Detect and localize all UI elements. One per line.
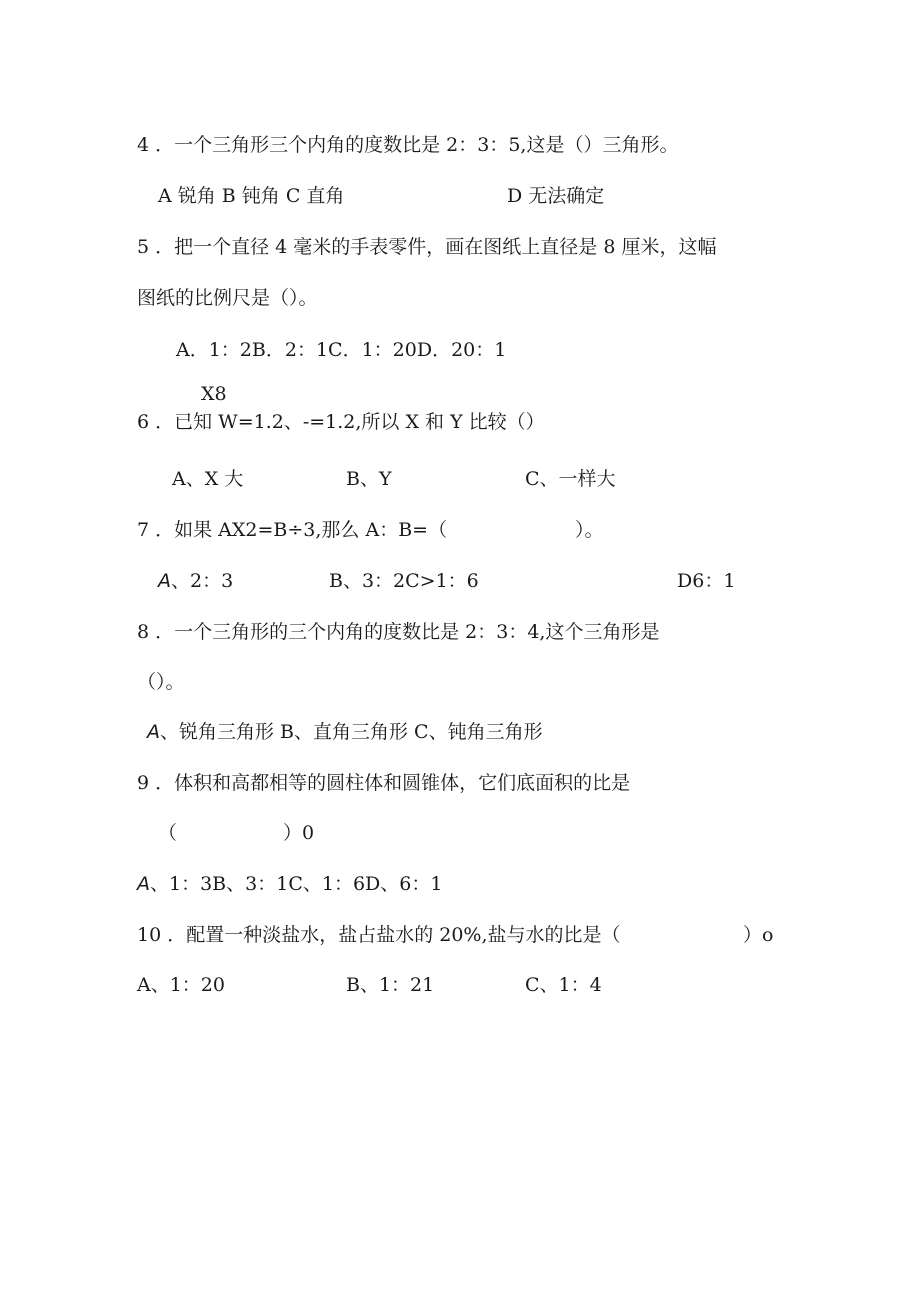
question-5-stem-line1: 5 ．把一个直径 4 毫米的手表零件，画在图纸上直径是 8 厘米，这幅 <box>137 236 717 258</box>
question-6-option-c: C、一样大 <box>525 468 616 490</box>
question-6-option-b: B、Y <box>346 468 392 490</box>
question-10-stem-right: ）o <box>743 924 774 946</box>
option-a-letter: A <box>137 873 150 895</box>
question-9-options <box>137 873 442 895</box>
options-text: 、锐角三角形 B、直角三角形 C、钝角三角形 <box>160 721 543 743</box>
question-8-stem-line1: 8 ．一个三角形的三个内角的度数比是 2：3：4,这个三角形是 <box>137 621 660 643</box>
question-9-blank-open: （ <box>158 822 178 844</box>
question-10-stem-left: 10 ．配置一种淡盐水，盐占盐水的 20%,盐与水的比是（ <box>137 924 621 946</box>
question-7-option-a <box>158 570 233 592</box>
question-10-option-a: A、1：20 <box>137 974 225 996</box>
question-9-blank-close: ）0 <box>283 822 315 844</box>
question-7-options-bc: B、3：2C>1：6 <box>329 570 479 592</box>
option-a-text: 、2：3 <box>171 570 234 592</box>
question-5-stem-line2: 图纸的比例尺是（）。 <box>137 287 318 309</box>
question-7-stem-left: 7 ．如果 AX2=B÷3,那么 A：B=（ <box>137 519 448 541</box>
question-6-stem: 6 ．已知 W=1.2、-=1.2,所以 X 和 Y 比较（） <box>137 411 545 433</box>
question-4-options-abc: A 锐角 B 钝角 C 直角 <box>158 185 345 207</box>
question-5-options: A．1：2B．2：1C．1：20D．20：1 <box>176 339 507 361</box>
question-6-option-a: A、X 大 <box>172 468 244 490</box>
question-6-fraction-label: X8 <box>201 383 227 405</box>
question-4-stem: 4 ．一个三角形三个内角的度数比是 2：3：5,这是（）三角形。 <box>137 134 679 156</box>
question-9-stem-line1: 9 ．体积和高都相等的圆柱体和圆锥体，它们底面积的比是 <box>137 772 631 794</box>
question-8-stem-line2: （）。 <box>137 671 185 693</box>
option-a-letter: A <box>158 570 171 592</box>
question-8-options <box>147 721 543 743</box>
question-7-stem-right: ）。 <box>575 519 604 541</box>
option-a-letter: A <box>147 721 160 743</box>
options-text: 、1：3B、3：1C、1：6D、6：1 <box>150 873 443 895</box>
question-4-option-d: D 无法确定 <box>507 185 605 207</box>
question-7-option-d: D6：1 <box>677 570 736 592</box>
question-10-option-b: B、1：21 <box>346 974 435 996</box>
question-10-option-c: C、1：4 <box>525 974 602 996</box>
